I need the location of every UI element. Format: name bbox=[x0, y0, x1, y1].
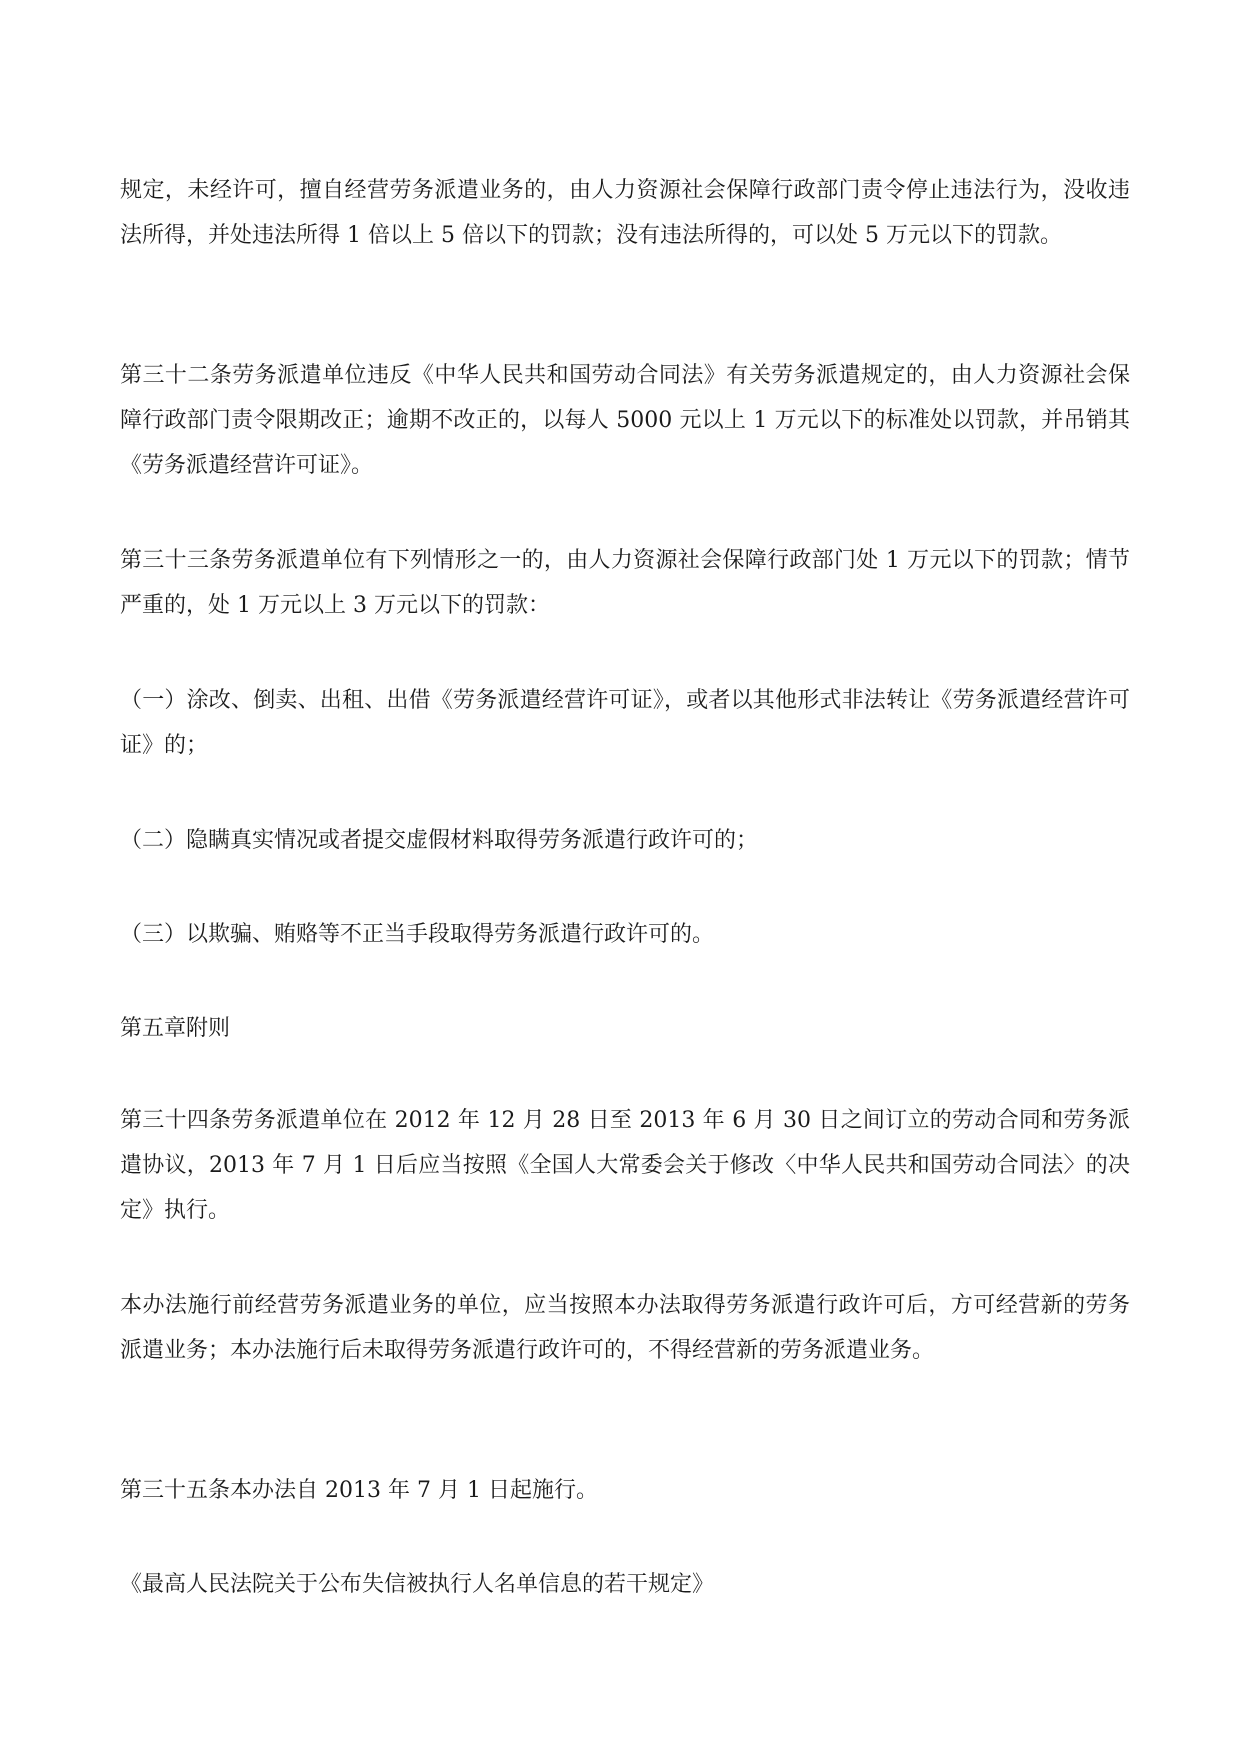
paragraph-article-34: 第三十四条劳务派遣单位在 2012 年 12 月 28 日至 2013 年 6 月 30 日之间订立的劳动合同和劳务派遣协议，2013 年 7 月 1 日后应当按照《全国人大常委会关于修改〈中华人民共和国劳动合同法〉的决定》执行。 bbox=[120, 1108, 1130, 1223]
paragraph-item-1: （一）涂改、倒卖、出租、出借《劳务派遣经营许可证》，或者以其他形式非法转让《劳务派遣经营许可证》的； bbox=[120, 688, 1130, 758]
chapter-heading: 第五章附则 bbox=[120, 1016, 231, 1041]
paragraph-article-35: 第三十五条本办法自 2013 年 7 月 1 日起施行。 bbox=[120, 1478, 598, 1503]
paragraph-article-33: 第三十三条劳务派遣单位有下列情形之一的，由人力资源社会保障行政部门处 1 万元以下的罚款；情节严重的，处 1 万元以上 3 万元以下的罚款： bbox=[120, 548, 1130, 618]
paragraph-item-2: （二）隐瞒真实情况或者提交虚假材料取得劳务派遣行政许可的； bbox=[120, 828, 759, 853]
paragraph-transition: 本办法施行前经营劳务派遣业务的单位，应当按照本办法取得劳务派遣行政许可后，方可经营新的劳务派遣业务；本办法施行后未取得劳务派遣行政许可的，不得经营新的劳务派遣业务。 bbox=[120, 1293, 1130, 1363]
paragraph-article-31-continued: 规定，未经许可，擅自经营劳务派遣业务的，由人力资源社会保障行政部门责令停止违法行为，没收违法所得，并处违法所得 1 倍以上 5 倍以下的罚款；没有违法所得的，可以处 5 万元以下的罚款。 bbox=[120, 178, 1130, 248]
paragraph-item-3: （三）以欺骗、贿赂等不正当手段取得劳务派遣行政许可的。 bbox=[120, 922, 715, 947]
document-title-next: 《最高人民法院关于公布失信被执行人名单信息的若干规定》 bbox=[120, 1572, 715, 1597]
paragraph-article-32: 第三十二条劳务派遣单位违反《中华人民共和国劳动合同法》有关劳务派遣规定的，由人力资源社会保障行政部门责令限期改正；逾期不改正的，以每人 5000 元以上 1 万元以下的标准处以罚款，并吊销其《劳务派遣经营许可证》。 bbox=[120, 363, 1130, 478]
